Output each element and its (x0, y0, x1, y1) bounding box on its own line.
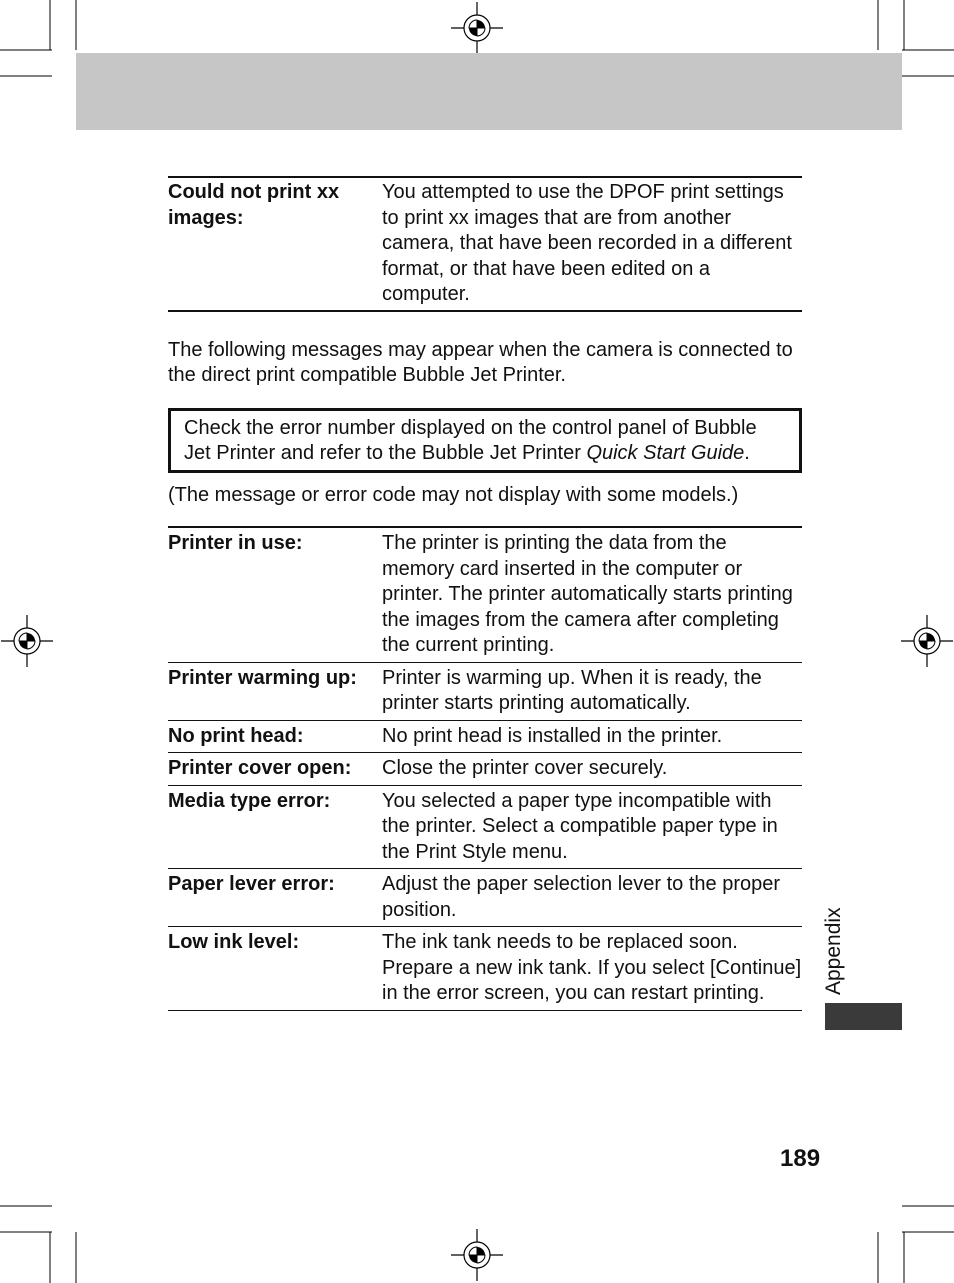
table-row (168, 927, 802, 1011)
dpof-message-table (168, 176, 802, 312)
message-term: Low ink level: (168, 931, 300, 953)
message-term: No print head: (168, 724, 304, 747)
message-description: No print head is installed in the printer. (382, 724, 723, 747)
section-tab (825, 1003, 902, 1030)
table-row (168, 527, 802, 662)
table-row (168, 753, 802, 786)
page-number: 189 (780, 1145, 821, 1172)
models-note: (The message or error code may not display with some models.) (168, 483, 739, 506)
message-description: Close the printer cover securely. (382, 757, 668, 779)
section-side-label: Appendix (822, 907, 845, 995)
message-description: You attempted to use the DPOF print settings to print xx images that are from another camera, that have been recorded in a different format, or that have been edited on a computer. (382, 181, 792, 305)
table-row (168, 177, 802, 311)
message-term: Could not print xx images: (168, 181, 340, 229)
printer-message-table (168, 526, 802, 1011)
message-term: Media type error: (168, 789, 331, 812)
note-box (168, 408, 802, 473)
message-term: Printer in use: (168, 532, 303, 554)
table-row (168, 662, 802, 720)
message-term: Paper lever error: (168, 873, 335, 895)
page-content (168, 176, 802, 1011)
message-description: You selected a paper type incompatible with the printer. Select a compatible paper type in the Print Style menu. (382, 789, 778, 863)
message-term: Printer cover open: (168, 757, 352, 779)
message-description: Adjust the paper selection lever to the proper position. (382, 873, 781, 921)
message-term: Printer warming up: (168, 666, 357, 689)
table-row (168, 720, 802, 753)
intro-paragraph: The following messages may appear when the camera is connected to the direct print compatible Bubble Jet Printer. (168, 338, 793, 386)
note-italic-title: Quick Start Guide (586, 442, 745, 464)
message-description: Printer is warming up. When it is ready, the printer starts printing automatically. (382, 666, 762, 714)
header-band (76, 53, 902, 130)
message-description: The printer is printing the data from the memory card inserted in the computer or printer. The printer automatically starts printing the images from the camera after completing the current printing. (382, 532, 793, 656)
message-description: The ink tank needs to be replaced soon. Prepare a new ink tank. If you select [Continue] in the error screen, you can restart printing. (382, 931, 802, 1004)
table-row (168, 785, 802, 869)
note-end: . (744, 442, 750, 464)
table-row (168, 869, 802, 927)
note-text: Check the error number displayed on the control panel of Bubble Jet Printer and refer to the Bubble Jet Printer (184, 416, 757, 464)
